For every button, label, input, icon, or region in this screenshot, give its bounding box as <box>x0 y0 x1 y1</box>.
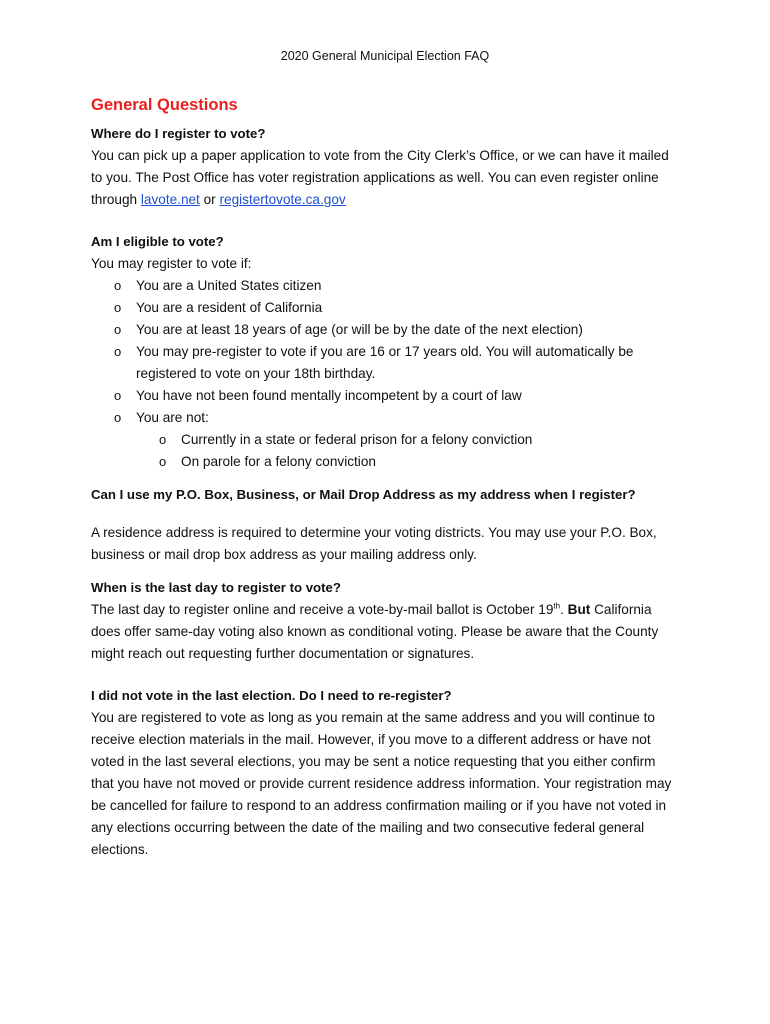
answer-text: The last day to register online and receive a vote-by-mail ballot is October 19 <box>91 602 554 617</box>
bullet-icon: o <box>159 432 167 447</box>
sublist-item-text: On parole for a felony conviction <box>181 454 376 469</box>
bullet-icon: o <box>114 344 122 359</box>
registertovote-link[interactable]: registertovote.ca.gov <box>219 192 346 207</box>
bullet-icon: o <box>114 322 122 337</box>
sublist-item <box>136 451 681 473</box>
list-item-text: You have not been found mentally incompetent by a court of law <box>136 388 522 403</box>
faq-eligible <box>91 231 681 473</box>
eligibility-list <box>91 275 681 473</box>
bullet-icon: o <box>114 410 122 425</box>
list-item <box>91 341 681 385</box>
faq-register-answer <box>91 145 681 211</box>
section-title: General Questions <box>91 96 238 114</box>
faq-po-box-answer: A residence address is required to determine your voting districts. You may use your P.O. Box, business or mail drop box address as your mailing address only. <box>91 525 657 562</box>
list-item-text: You may pre-register to vote if you are 16 or 17 years old. You will automatically be registered to vote on your 18th birthday. <box>136 344 634 381</box>
faq-po-box-question: Can I use my P.O. Box, Business, or Mail Drop Address as my address when I register? <box>91 487 636 502</box>
sublist-item-text: Currently in a state or federal prison for a felony conviction <box>181 432 533 447</box>
answer-text: . <box>560 602 568 617</box>
faq-reregister <box>91 685 681 861</box>
faq-last-day-question: When is the last day to register to vote? <box>91 580 341 595</box>
sublist-item <box>136 429 681 451</box>
list-item <box>91 385 681 407</box>
bullet-icon: o <box>159 454 167 469</box>
list-item-text: You are a United States citizen <box>136 278 322 293</box>
faq-eligible-question: Am I eligible to vote? <box>91 234 224 249</box>
faq-po-box <box>91 484 681 566</box>
bullet-icon: o <box>114 300 122 315</box>
faq-reregister-question: I did not vote in the last election. Do I need to re-register? <box>91 688 452 703</box>
answer-text: California does offer same-day voting also known as conditional voting. Please be aware that the County might reach out requesting further documentation or signatures. <box>91 602 659 661</box>
list-item-text: You are a resident of California <box>136 300 323 315</box>
list-item <box>91 319 681 341</box>
faq-register <box>91 123 681 211</box>
list-item-text: You are not: <box>136 410 209 425</box>
bullet-icon: o <box>114 278 122 293</box>
ordinal-suffix: th <box>553 601 561 611</box>
emphasis-text: But <box>567 602 591 617</box>
faq-register-question: Where do I register to vote? <box>91 126 266 141</box>
list-item <box>91 407 681 473</box>
faq-last-day <box>91 577 681 665</box>
faq-reregister-answer: You are registered to vote as long as you remain at the same address and you will continue to receive election materials in the mail. However, if you move to a different address or have not voted in the last several elections, you may be sent a notice requesting that you either confirm that you have not moved or provide current residence address information. Your registration may be cancelled for failure to respond to an address confirmation mailing or if you have not voted in any elections occurring between the date of the mailing and two consecutive federal general elections. <box>91 710 672 857</box>
list-item <box>91 297 681 319</box>
bullet-icon: o <box>114 388 122 403</box>
page-header: 2020 General Municipal Election FAQ <box>280 49 490 63</box>
faq-register-answer-text: You can pick up a paper application to vote from the City Clerk’s Office, or we can have it mailed to you. The Post Office has voter registration applications as well. You can even register online through <box>91 148 669 207</box>
list-item <box>91 275 681 297</box>
or-text: or <box>199 192 220 207</box>
faq-eligible-intro: You may register to vote if: <box>91 256 252 271</box>
document-body <box>91 92 681 861</box>
list-item-text: You are at least 18 years of age (or will be by the date of the next election) <box>136 322 583 337</box>
lavote-link[interactable]: lavote.net <box>140 192 200 207</box>
faq-last-day-answer <box>91 599 681 665</box>
ineligibility-sublist <box>136 429 681 473</box>
